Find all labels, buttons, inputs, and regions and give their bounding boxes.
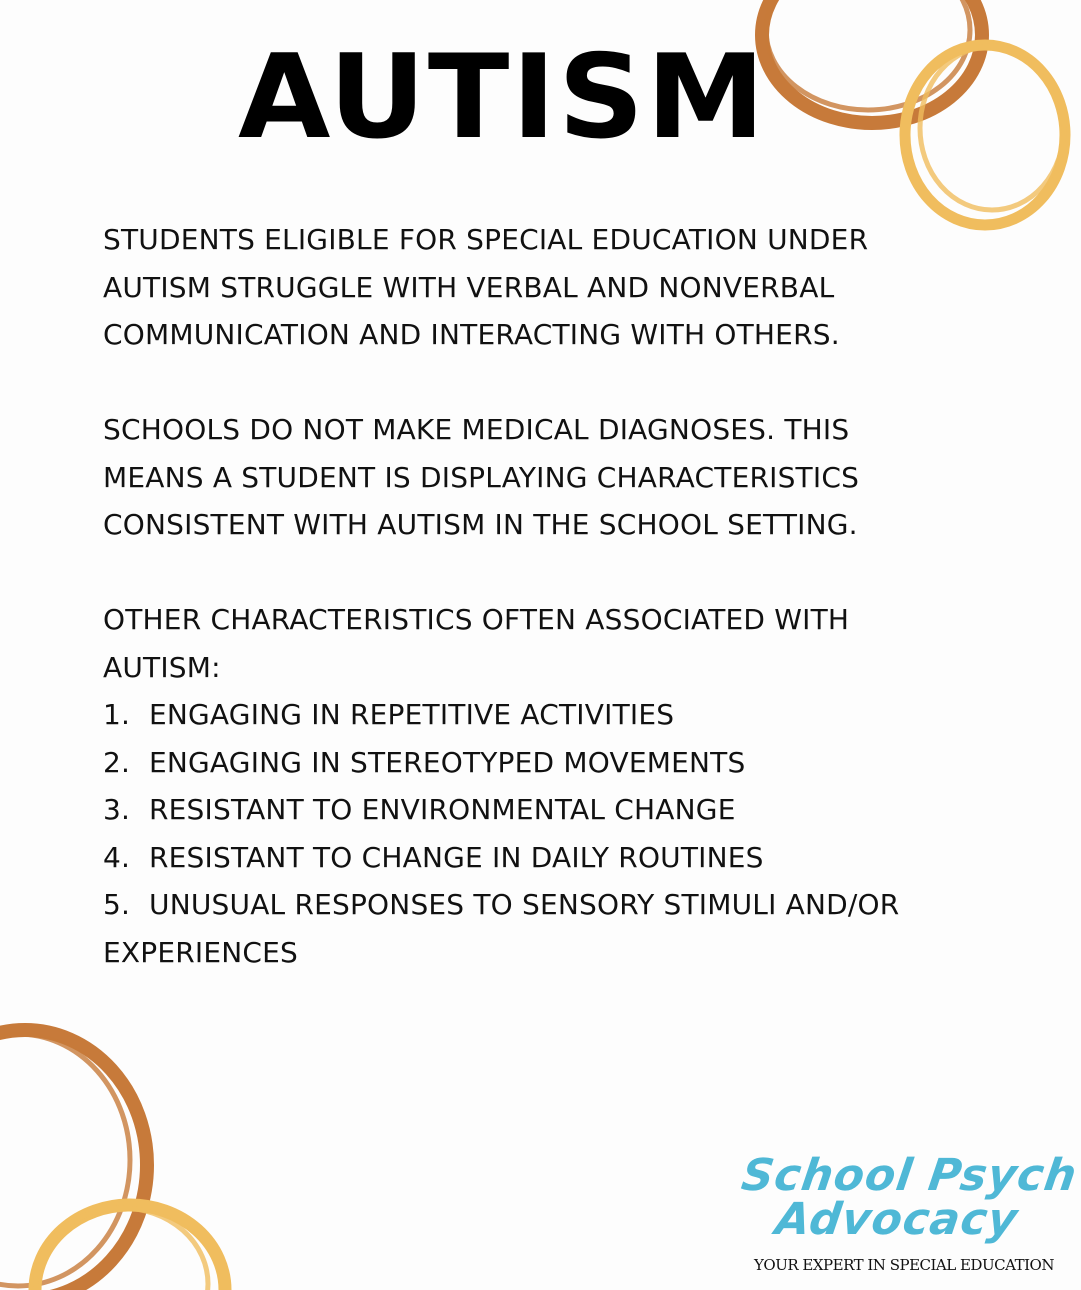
list-number: 1. (103, 698, 131, 731)
logo-tagline: YOUR EXPERT IN SPECIAL EDUCATION (754, 1256, 1054, 1274)
body-text (103, 216, 983, 976)
list-item (103, 786, 983, 834)
list-item-text: UNUSUAL RESPONSES TO SENSORY STIMULI AND/OR (149, 888, 900, 921)
paragraph1-line: STUDENTS ELIGIBLE FOR SPECIAL EDUCATION UNDER (103, 223, 869, 256)
list-item-text: ENGAGING IN REPETITIVE ACTIVITIES (149, 698, 675, 731)
brand-logo (738, 1150, 1081, 1280)
list-item (103, 739, 983, 787)
list-item-text: RESISTANT TO ENVIRONMENTAL CHANGE (149, 793, 736, 826)
logo-line2: Advocacy (772, 1194, 1022, 1245)
list-item (103, 881, 983, 929)
list-intro-line: OTHER CHARACTERISTICS OFTEN ASSOCIATED WITH (103, 603, 850, 636)
list-number: 3. (103, 793, 131, 826)
list-continuation: EXPERIENCES (103, 935, 299, 969)
list-number: 2. (103, 745, 131, 779)
list-item-text: ENGAGING IN STEREOTYPED MOVEMENTS (149, 745, 746, 779)
logo-line1: School Psych (738, 1150, 1081, 1201)
paragraph2-line: SCHOOLS DO NOT MAKE MEDICAL DIAGNOSES. THIS (103, 413, 850, 446)
list-number: 4. (103, 840, 131, 874)
page-title: AUTISM (237, 30, 768, 165)
paragraph2-line: CONSISTENT WITH AUTISM IN THE SCHOOL SETTING. (103, 508, 858, 541)
spacer (103, 549, 983, 597)
paragraph1-line: AUTISM STRUGGLE WITH VERBAL AND NONVERBAL (103, 270, 835, 304)
list-item-text: RESISTANT TO CHANGE IN DAILY ROUTINES (149, 840, 764, 874)
list-intro-line: AUTISM: (103, 650, 221, 684)
list-item (103, 834, 983, 882)
paragraph2-line: MEANS A STUDENT IS DISPLAYING CHARACTERISTICS (103, 460, 860, 494)
spacer (103, 359, 983, 407)
list-item (103, 691, 983, 739)
paragraph1-line: COMMUNICATION AND INTERACTING WITH OTHERS. (103, 318, 840, 351)
list-number: 5. (103, 888, 131, 921)
